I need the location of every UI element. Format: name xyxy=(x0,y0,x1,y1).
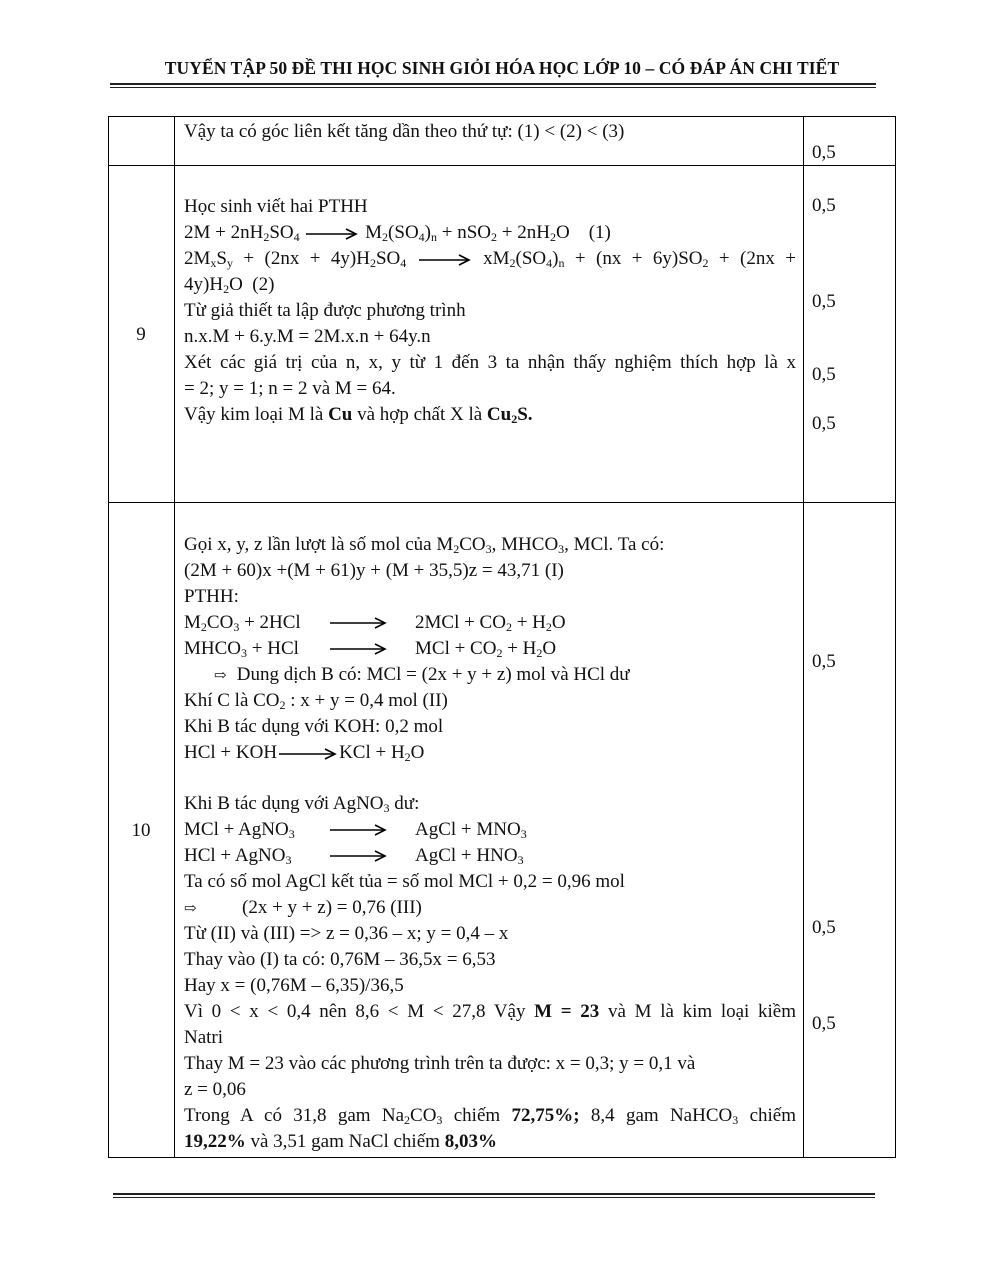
row9-equation-2-cont: $4y)H_2O$ (2) xyxy=(184,274,275,296)
row10-line: Khí C là $CO_2$ : x + y = 0,4 mol (II) xyxy=(184,690,448,712)
row10-line xyxy=(184,1129,497,1155)
reaction-arrow-icon xyxy=(277,748,339,760)
row10-equation: MCl + $CO_2 + H_2O$ xyxy=(415,638,557,660)
row10-line: Gọi x, y, z lần lượt là số mol của $M_2CO_3$, $MHCO_3$, MCl. Ta có: xyxy=(184,534,665,556)
row10-line: Thay M = 23 vào các phương trình trên ta được: x = 0,3; y = 0,1 và xyxy=(184,1053,696,1074)
bold-text: 19,22% xyxy=(184,1131,246,1152)
equation-text: 4y)H xyxy=(184,274,224,295)
row10-line: z = 0,06 xyxy=(184,1079,246,1100)
row9-conclusion: Vậy kim loại M là Cu và hợp chất X là $Cu_2S$. xyxy=(184,404,533,426)
row10-line: Khi B tác dụng với KOH: 0,2 mol xyxy=(184,716,444,737)
bold-text: M = 23 xyxy=(534,1001,600,1022)
footer-rule xyxy=(113,1193,875,1195)
table-col-divider xyxy=(803,116,804,1158)
text: : x + y = 0,4 mol (II) xyxy=(285,690,448,711)
row10-equation: $MHCO_3$ + HCl xyxy=(184,638,299,660)
text: (2x + y + z) = 0,76 (III) xyxy=(242,897,422,918)
table-row-divider xyxy=(108,165,896,166)
text: và 3,51 gam NaCl chiếm xyxy=(245,1131,445,1152)
row10-score: 0,5 xyxy=(812,651,836,672)
equation-label: (1) xyxy=(588,222,611,243)
implies-arrow-icon: ⇨ xyxy=(184,901,197,917)
header-rule xyxy=(110,83,876,85)
row10-equation: HCl + KOH KCl + $H_2O$ xyxy=(184,742,425,764)
text: 8,4 gam NaHCO xyxy=(579,1105,733,1126)
bold-text: 8,03% xyxy=(444,1131,497,1152)
row10-line: (2M + 60)x +(M + 61)y + (M + 35,5)z = 43,71 (I) xyxy=(184,560,564,581)
bold-text: Cu xyxy=(486,404,512,425)
row10-number: 10 xyxy=(131,820,151,841)
row9-line: = 2; y = 1; n = 2 và M = 64. xyxy=(184,378,396,399)
row9-score: 0,5 xyxy=(812,413,836,434)
reaction-arrow-icon xyxy=(328,824,388,836)
bold-text: Cu xyxy=(328,404,353,425)
row9-line: Học sinh viết hai PTHH xyxy=(184,196,368,217)
row10-line: Từ (II) và (III) => z = 0,36 – x; y = 0,4 – x xyxy=(184,923,509,944)
row10-line: Ta có số mol AgCl kết tủa = số mol MCl + 0,2 = 0,96 mol xyxy=(184,871,625,892)
row9-equation-1: $2M + 2nH_2SO_4$ $M_2(SO_4)_n + nSO_2 + 2nH_2O$ (1) xyxy=(184,222,611,244)
row10-line: Trong A có 31,8 gam $Na_2CO_3$ chiếm 72,75%; 8,4 gam NaHCO$_3$ chiếm xyxy=(184,1105,796,1127)
row10-line: Thay vào (I) ta có: 0,76M – 36,5x = 6,53 xyxy=(184,949,496,970)
text: Vậy kim loại M là xyxy=(184,404,329,425)
row10-equation: $2MCl + CO_2 + H_2O$ xyxy=(415,612,566,634)
text: dư: xyxy=(389,793,420,814)
row-top-text: Vậy ta có góc liên kết tăng dần theo thứ tự: (1) < (2) < (3) xyxy=(184,121,625,142)
row9-line: Xét các giá trị của n, x, y từ 1 đến 3 ta nhận thấy nghiệm thích hợp là x xyxy=(184,352,796,373)
reaction-arrow-icon xyxy=(328,643,388,655)
text: Khi B tác dụng với AgNO xyxy=(184,793,384,814)
text: và M là kim loại kiềm xyxy=(599,1001,797,1022)
text: Trong A có 31,8 gam Na xyxy=(184,1105,405,1126)
row10-equation: $M_2CO_3 + 2HCl$ xyxy=(184,612,301,634)
text: và hợp chất X là xyxy=(352,404,487,425)
row9-line: n.x.M + 6.y.M = 2M.x.n + 64y.n xyxy=(184,326,431,347)
text: Dung dịch B có: MCl = (2x + y + z) mol và HCl dư xyxy=(236,664,630,685)
header-rule-thin xyxy=(110,87,876,88)
reaction-arrow-icon xyxy=(304,228,360,240)
row10-line xyxy=(214,662,630,689)
row9-line: Từ giả thiết ta lập được phương trình xyxy=(184,300,466,321)
row10-line: Natri xyxy=(184,1027,224,1048)
row10-line: PTHH: xyxy=(184,586,239,607)
row10-equation: MCl + AgNO$_3$ xyxy=(184,819,295,841)
row10-line xyxy=(184,895,422,922)
text: . Ta có: xyxy=(608,534,665,555)
row-top-score: 0,5 xyxy=(812,142,836,163)
row10-line xyxy=(184,999,796,1025)
row9-score: 0,5 xyxy=(812,291,836,312)
row10-line: Hay x = (0,76M – 6,35)/36,5 xyxy=(184,975,404,996)
footer-rule-thin xyxy=(113,1197,875,1198)
text: Vì 0 < x < 0,4 nên 8,6 < M < 27,8 Vậy xyxy=(184,1001,535,1022)
row10-equation: AgCl + $MNO_3$ xyxy=(415,819,527,841)
row10-line: Khi B tác dụng với AgNO$_3$ dư: xyxy=(184,793,420,815)
text: Gọi x, y, z lần lượt là số mol của M xyxy=(184,534,454,555)
row9-number: 9 xyxy=(136,324,146,345)
table-col-divider xyxy=(174,116,175,1158)
equation-label: (2) xyxy=(252,274,275,295)
row10-score: 0,5 xyxy=(812,917,836,938)
row10-equation: AgCl + $HNO_3$ xyxy=(415,845,524,867)
reaction-arrow-icon xyxy=(417,254,473,266)
reaction-arrow-icon xyxy=(328,850,388,862)
row10-score: 0,5 xyxy=(812,1013,836,1034)
row9-equation-2: $2M_xS_y + (2nx + 4y)H_2SO_4$ $xM_2(SO_4)_n + (nx + 6y)SO_2 + (2nx$ + xyxy=(184,248,797,270)
row9-score: 0,5 xyxy=(812,364,836,385)
text: chiếm xyxy=(442,1105,512,1126)
bold-text: 72,75%; xyxy=(511,1105,580,1126)
row10-equation: HCl + AgNO$_3$ xyxy=(184,845,292,867)
implies-arrow-icon: ⇨ xyxy=(214,668,227,684)
text: chiếm xyxy=(738,1105,796,1126)
page-header-title: TUYỂN TẬP 50 ĐỀ THI HỌC SINH GIỎI HÓA HỌC LỚP 10 – CÓ ĐÁP ÁN CHI TIẾT xyxy=(164,58,840,78)
row9-score: 0,5 xyxy=(812,195,836,216)
reaction-arrow-icon xyxy=(328,617,388,629)
table-row-divider xyxy=(108,502,896,503)
